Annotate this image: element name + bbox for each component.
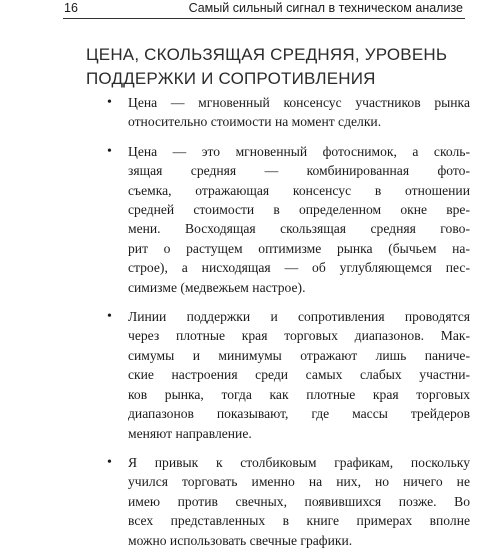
text-line: можно использовать свечные графики.: [128, 532, 353, 548]
text-line: имею против свечных, появившихся позже. Во: [128, 493, 470, 509]
text-line: рит о растущем оптимизме рынка (бычьем на-: [128, 240, 470, 256]
bullet-dot: •: [107, 309, 112, 325]
text-line: симизме (медвежьем настрое).: [128, 279, 306, 295]
text-line: всех представленных в книге примерах вполне: [128, 513, 470, 529]
text-line: Цена — это мгновенный фотоснимок, а сколь-: [128, 143, 470, 159]
text-line: относительно стоимости на момент сделки.: [128, 114, 382, 130]
text-line: Я привык к столбиковым графикам, поскольку: [128, 454, 470, 470]
bullet-item: [90, 142, 470, 297]
bullet-dot: •: [107, 95, 112, 110]
text-line: средней стоимости в определенном окне вре-: [128, 202, 470, 218]
text-line: зящая средняя — комбинированная фото-: [128, 163, 470, 179]
text-line: ские настроения среди самых слабых участни-: [128, 367, 470, 383]
bullet-item: [90, 453, 470, 550]
bullet-item: [90, 307, 470, 443]
text-line: через плотные края торговых диапазонов. Мак-: [128, 328, 470, 344]
text-line: Цена — мгновенный консенсус участников рынка: [128, 95, 470, 110]
text-line: Линии поддержки и сопротивления проводятся: [128, 309, 470, 325]
text-line: строе), а нисходящая — об углубляющемся пес-: [128, 260, 470, 276]
text-line: диапазонов показывают, где массы трейдеров: [128, 406, 470, 422]
section-heading-line: ЦЕНА, СКОЛЬЗЯЩАЯ СРЕДНЯЯ, УРОВЕНЬ: [86, 45, 448, 64]
section-heading: [86, 43, 466, 91]
text-line: ков рынка, тогда как плотные края торговых: [128, 386, 470, 402]
text-line: симумы и минимумы отражают лишь паниче-: [128, 347, 470, 363]
running-header: [63, 0, 465, 19]
bullet-dot: •: [107, 143, 112, 159]
section-heading-line: ПОДДЕРЖКИ И СОПРОТИВЛЕНИЯ: [86, 69, 376, 88]
bullet-dot: •: [107, 454, 112, 470]
bullet-item: [90, 93, 470, 132]
bullet-list: [90, 93, 470, 560]
text-line: учился торговать именно на них, но ничего не: [128, 474, 470, 490]
text-line: меняют направление.: [128, 425, 252, 441]
running-title: Самый сильный сигнал в техническом анализе: [188, 1, 463, 15]
page-number: 16: [64, 1, 78, 15]
text-line: съемка, отражающая консенсус в отношении: [128, 182, 470, 198]
text-line: мени. Восходящая скользящая средняя гово-: [128, 221, 470, 237]
